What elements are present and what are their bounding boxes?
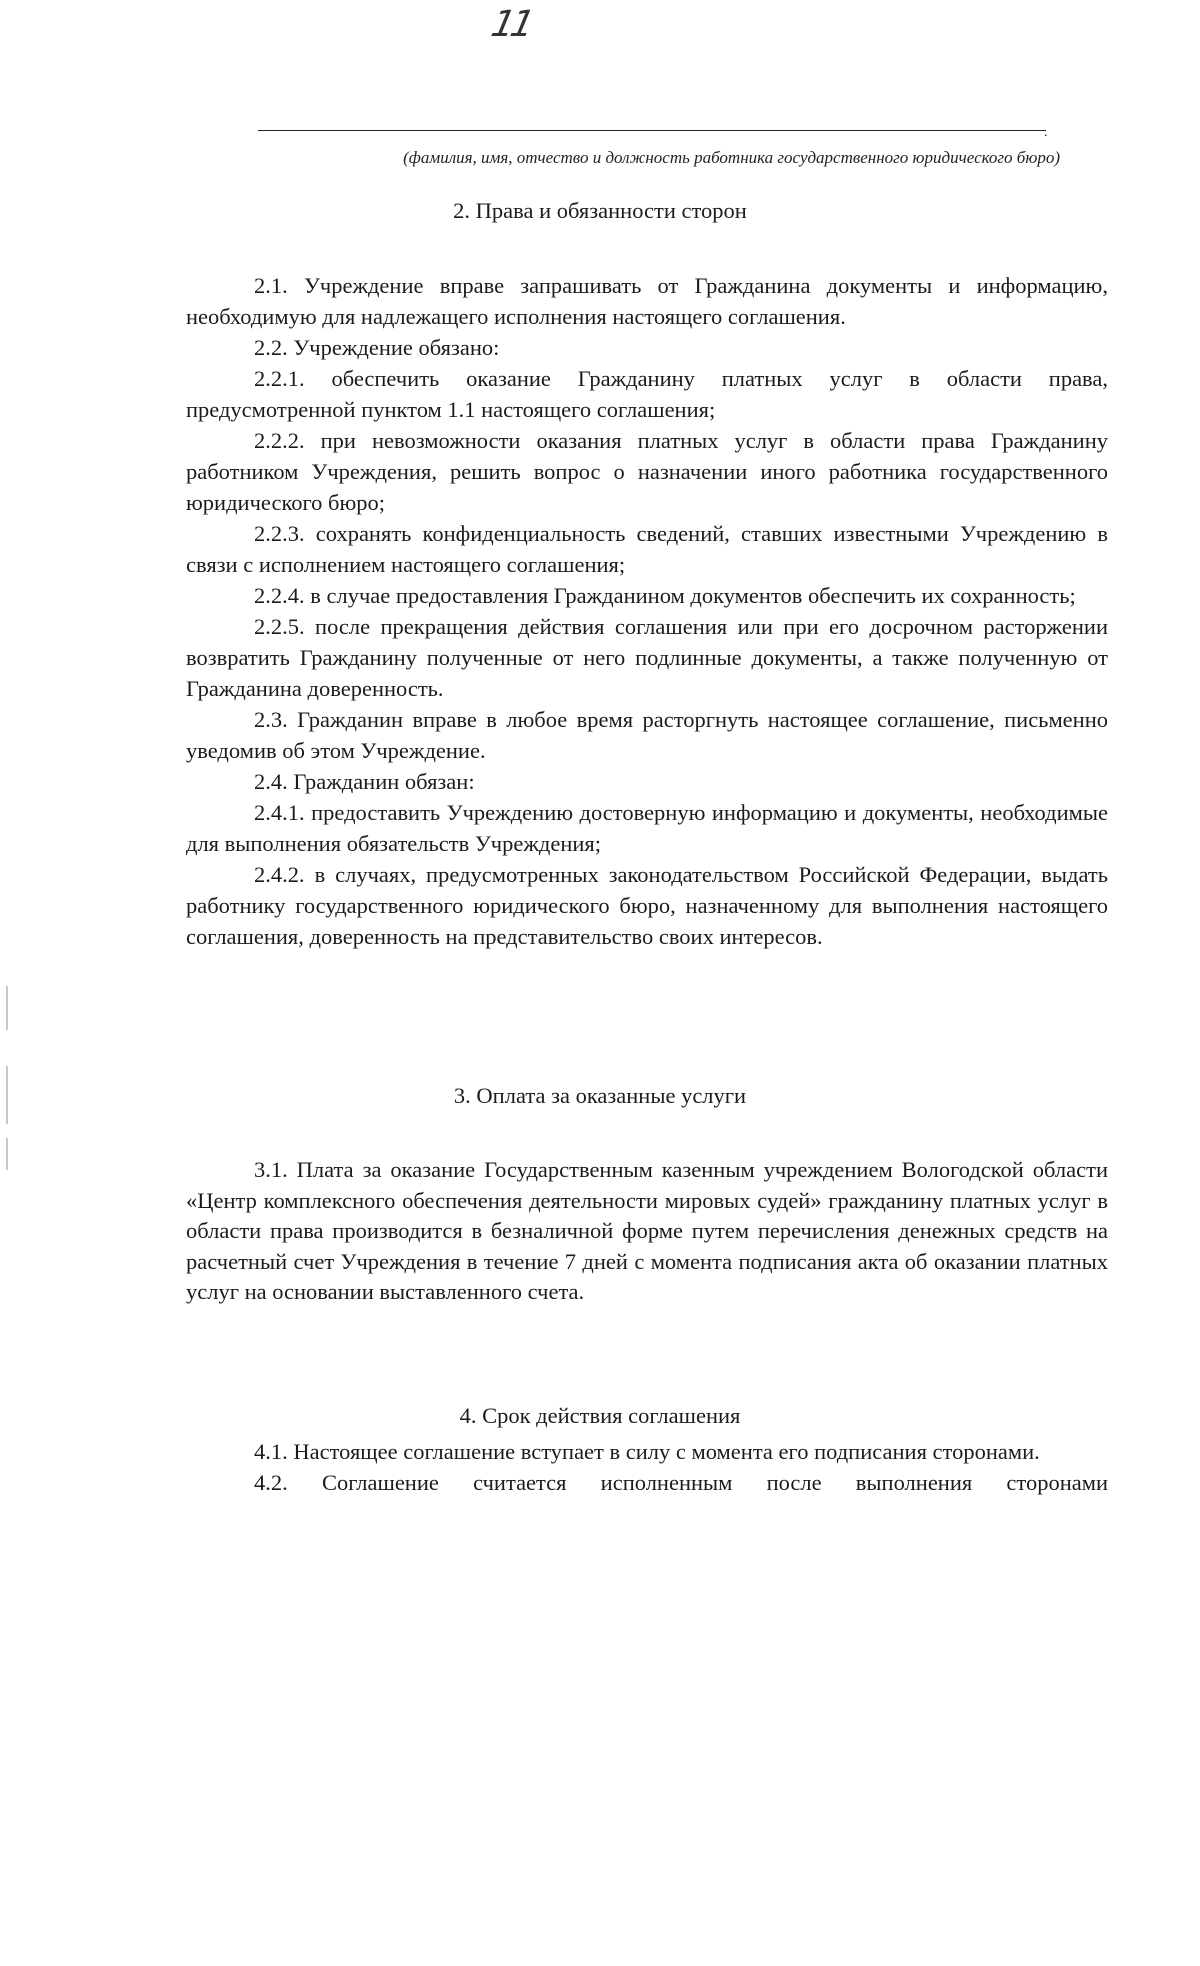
clause-3-1: 3.1. Плата за оказание Государственным казенным учреждением Вологодской области «Центр комплексного обеспечения деятельности мировых судей» гражданину платных услуг в области права производится в безналичной форме путем перечисления денежных средств на расчетный счет Учреждения в течение 7 дней с момента подписания акта об оказании платных услуг на основании выставленного счета.: [186, 1157, 1108, 1304]
section-2-body: [186, 270, 1108, 952]
clause-2-3: 2.3. Гражданин вправе в любое время расторгнуть настоящее соглашение, письменно уведомив об этом Учреждение.: [186, 707, 1108, 763]
scan-margin-mark: [6, 1066, 8, 1124]
clause-2-4-1: 2.4.1. предоставить Учреждению достоверную информацию и документы, необходимые для выполнения обязательств Учреждения;: [186, 800, 1108, 856]
clause-2-2-4: 2.2.4. в случае предоставления Гражданином документов обеспечить их сохранность;: [254, 583, 1076, 608]
signature-fill-line: [258, 130, 1046, 131]
clause-2-4: 2.4. Гражданин обязан:: [254, 769, 475, 794]
section-4-title: 4. Срок действия соглашения: [459, 1403, 741, 1428]
clause-2-4-2: 2.4.2. в случаях, предусмотренных законодательством Российской Федерации, выдать работнику государственного юридического бюро, назначенному для выполнения настоящего соглашения, доверенность на представительство своих интересов.: [186, 862, 1108, 949]
fill-line-dot: .: [1044, 125, 1048, 140]
clause-2-2-1: 2.2.1. обеспечить оказание Гражданину платных услуг в области права, предусмотренной пунктом 1.1 настоящего соглашения;: [186, 366, 1108, 422]
clause-4-1: 4.1. Настоящее соглашение вступает в силу с момента его подписания сторонами.: [254, 1439, 1040, 1464]
signature-caption: (фамилия, имя, отчество и должность работника государственного юридического бюро): [403, 148, 1060, 167]
section-4-body: [186, 1436, 1108, 1498]
scan-margin-mark: [6, 986, 8, 1030]
clause-4-2: 4.2. Соглашение считается исполненным после выполнения сторонами: [254, 1470, 1108, 1495]
clause-2-2-5: 2.2.5. после прекращения действия соглашения или при его досрочном расторжении возвратить Гражданину полученные от него подлинные документы, а также полученную от Гражданина доверенность.: [186, 614, 1108, 701]
clause-2-2-3: 2.2.3. сохранять конфиденциальность сведений, ставших известными Учреждению в связи с исполнением настоящего соглашения;: [186, 521, 1108, 577]
section-2-title: 2. Права и обязанности сторон: [453, 198, 747, 223]
section-3-body: [186, 1155, 1108, 1308]
clause-2-1: 2.1. Учреждение вправе запрашивать от Гражданина документы и информацию, необходимую для надлежащего исполнения настоящего соглашения.: [186, 273, 1108, 329]
clause-2-2: 2.2. Учреждение обязано:: [254, 335, 500, 360]
page-number: 11: [487, 4, 535, 45]
clause-2-2-2: 2.2.2. при невозможности оказания платных услуг в области права Гражданину работником Учреждения, решить вопрос о назначении иного работника государственного юридического бюро;: [186, 428, 1108, 515]
scan-margin-mark: [6, 1138, 8, 1170]
section-3-title: 3. Оплата за оказанные услуги: [453, 1083, 747, 1108]
